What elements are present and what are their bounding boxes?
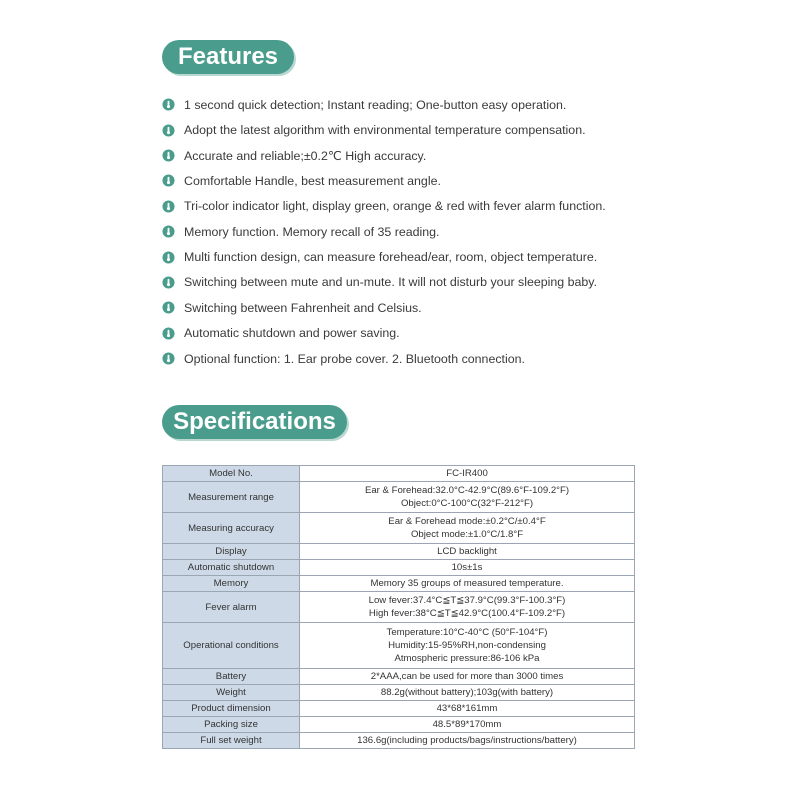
thermometer-drop-icon — [162, 174, 175, 187]
spec-value — [300, 560, 635, 576]
spec-value — [300, 544, 635, 560]
feature-text: Multi function design, can measure forehead/ear, room, object temperature. — [184, 250, 598, 265]
feature-item — [162, 219, 782, 244]
spec-label: Fever alarm — [163, 592, 300, 623]
table-row — [163, 623, 635, 669]
table-row — [163, 592, 635, 623]
spec-label: Measuring accuracy — [163, 513, 300, 544]
thermometer-drop-icon — [162, 149, 175, 162]
spec-value — [300, 513, 635, 544]
table-row — [163, 733, 635, 749]
spec-value-line: Object mode:±1.0°C/1.8°F — [410, 529, 524, 540]
thermometer-drop-icon — [162, 200, 175, 213]
spec-value — [300, 685, 635, 701]
spec-label: Memory — [163, 576, 300, 592]
table-row — [163, 576, 635, 592]
table-row — [163, 544, 635, 560]
spec-label: Display — [163, 544, 300, 560]
thermometer-drop-icon — [162, 327, 175, 340]
spec-label: Model No. — [163, 466, 300, 482]
spec-value-line: 43*68*161mm — [436, 703, 498, 714]
table-row — [163, 717, 635, 733]
feature-text: Comfortable Handle, best measurement angle. — [184, 173, 441, 188]
specifications-heading: Specifications — [162, 405, 347, 439]
features-list — [162, 92, 782, 371]
spec-value — [300, 623, 635, 669]
thermometer-drop-icon — [162, 251, 175, 264]
spec-label: Measurement range — [163, 482, 300, 513]
specifications-table — [162, 465, 635, 749]
spec-label: Weight — [163, 685, 300, 701]
spec-value-line: Temperature:10°C-40°C (50°F-104°F) — [386, 627, 548, 638]
feature-text: 1 second quick detection; Instant reading; One-button easy operation. — [184, 97, 567, 112]
thermometer-drop-icon — [162, 352, 175, 365]
table-row — [163, 560, 635, 576]
spec-value-line: Ear & Forehead mode:±0.2°C/±0.4°F — [388, 516, 546, 527]
feature-item — [162, 143, 782, 168]
spec-value-line: 48.5*89*170mm — [432, 719, 502, 730]
feature-item — [162, 168, 782, 193]
feature-item — [162, 321, 782, 346]
thermometer-drop-icon — [162, 276, 175, 289]
feature-text: Tri-color indicator light, display green, orange & red with fever alarm function. — [184, 199, 606, 214]
spec-label: Full set weight — [163, 733, 300, 749]
feature-item — [162, 92, 782, 117]
feature-item — [162, 346, 782, 371]
spec-value-line: LCD backlight — [437, 546, 497, 557]
spec-value-line: Humidity:15-95%RH,non-condensing — [388, 640, 546, 651]
spec-value-line: 2*AAA,can be used for more than 3000 times — [370, 671, 564, 682]
spec-value-line: 136.6g(including products/bags/instructions/battery) — [357, 735, 577, 746]
spec-value — [300, 717, 635, 733]
thermometer-drop-icon — [162, 98, 175, 111]
feature-item — [162, 194, 782, 219]
spec-label: Battery — [163, 669, 300, 685]
feature-item — [162, 270, 782, 295]
spec-value-line: 10s±1s — [451, 562, 483, 573]
thermometer-drop-icon — [162, 124, 175, 137]
feature-text: Optional function: 1. Ear probe cover. 2. Bluetooth connection. — [184, 351, 525, 366]
feature-text: Switching between mute and un-mute. It will not disturb your sleeping baby. — [184, 275, 598, 290]
spec-value — [300, 669, 635, 685]
spec-value-line: FC-IR400 — [446, 468, 488, 479]
spec-label: Packing size — [163, 717, 300, 733]
feature-text: Adopt the latest algorithm with environmental temperature compensation. — [184, 123, 586, 138]
feature-text: Memory function. Memory recall of 35 reading. — [184, 224, 440, 239]
spec-value — [300, 592, 635, 623]
thermometer-drop-icon — [162, 225, 175, 238]
table-row — [163, 482, 635, 513]
spec-value — [300, 482, 635, 513]
spec-value-line: Memory 35 groups of measured temperature. — [370, 578, 564, 589]
feature-text: Accurate and reliable;±0.2℃ High accuracy. — [184, 148, 427, 163]
spec-value — [300, 733, 635, 749]
spec-value-line: Ear & Forehead:32.0°C-42.9°C(89.6°F-109.2°F) — [364, 485, 570, 496]
feature-item — [162, 117, 782, 142]
features-heading: Features — [162, 40, 294, 74]
feature-text: Automatic shutdown and power saving. — [184, 326, 400, 341]
feature-item — [162, 295, 782, 320]
spec-value — [300, 576, 635, 592]
spec-value-line: Atmospheric pressure:86-106 kPa — [394, 653, 540, 664]
table-row — [163, 685, 635, 701]
feature-text: Switching between Fahrenheit and Celsius. — [184, 300, 422, 315]
table-row — [163, 669, 635, 685]
spec-value-line: Object:0°C-100°C(32°F-212°F) — [400, 498, 534, 509]
spec-label: Operational conditions — [163, 623, 300, 669]
spec-value — [300, 466, 635, 482]
thermometer-drop-icon — [162, 301, 175, 314]
spec-value-line: Low fever:37.4°C≦T≦37.9°C(99.3°F-100.3°F) — [368, 595, 566, 606]
table-row — [163, 513, 635, 544]
spec-label: Automatic shutdown — [163, 560, 300, 576]
spec-label: Product dimension — [163, 701, 300, 717]
spec-value-line: 88.2g(without battery);103g(with battery) — [380, 687, 554, 698]
feature-item — [162, 244, 782, 269]
table-row — [163, 701, 635, 717]
spec-value — [300, 701, 635, 717]
table-row — [163, 466, 635, 482]
spec-value-line: High fever:38°C≦T≦42.9°C(100.4°F-109.2°F) — [368, 608, 566, 619]
